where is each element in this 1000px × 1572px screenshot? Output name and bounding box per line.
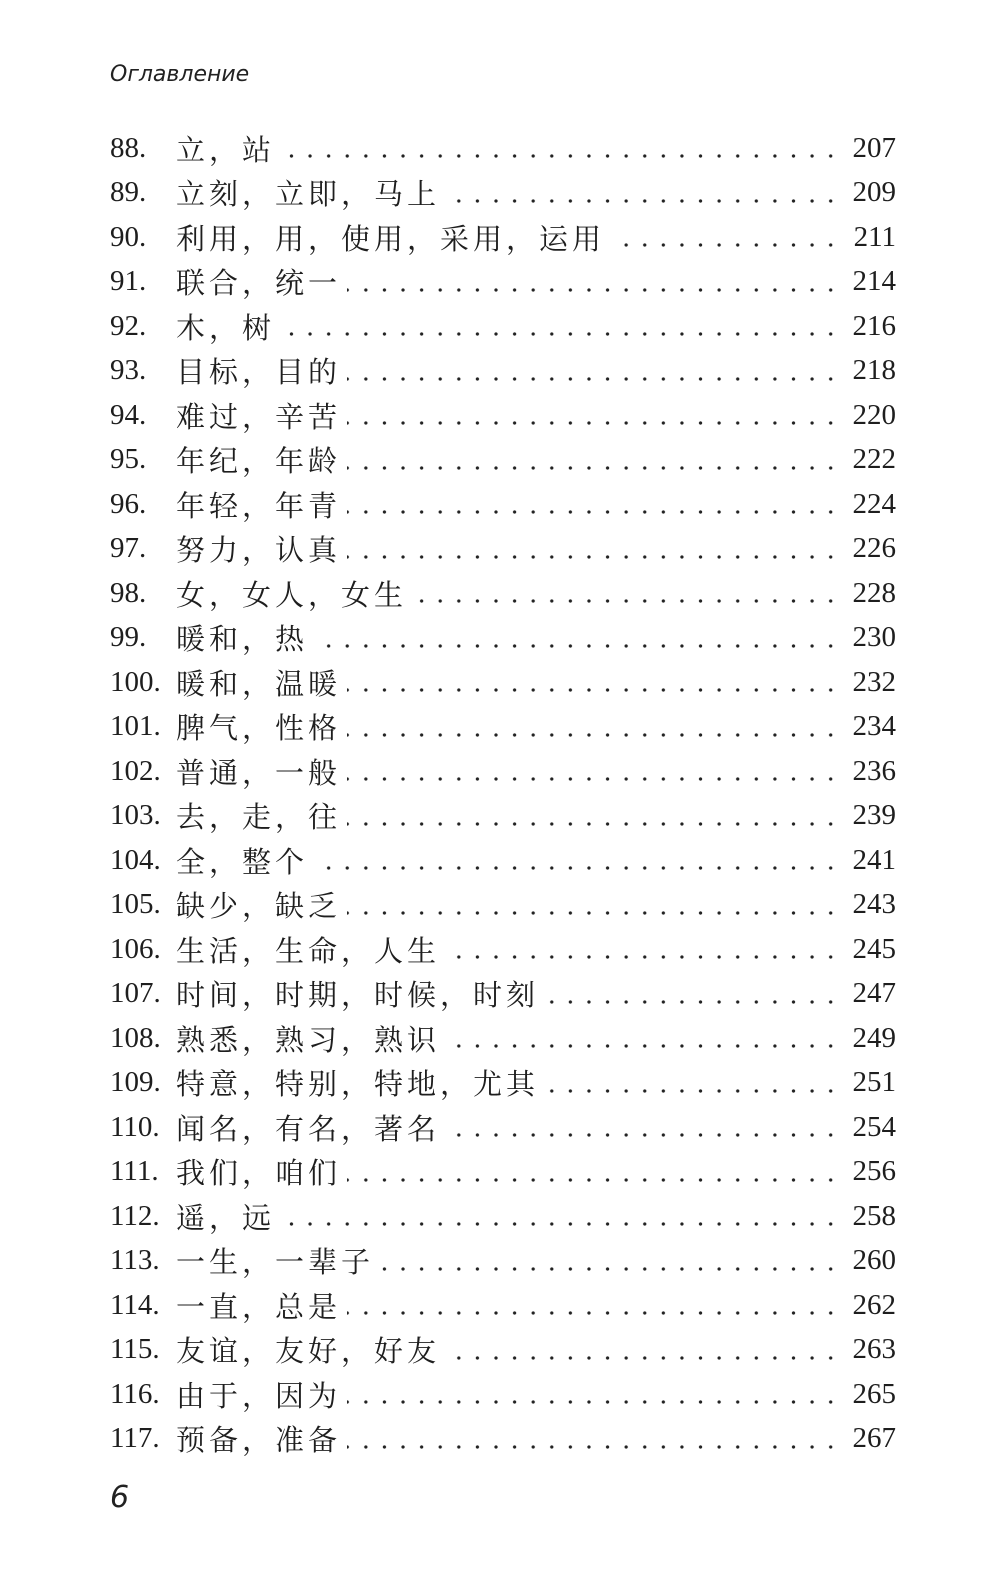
entry-number: 97. — [110, 532, 147, 565]
toc-entry — [110, 1239, 896, 1284]
entry-title: 生活，生命，人生 — [176, 933, 441, 968]
dot-leader — [347, 510, 840, 514]
dot-leader — [347, 822, 840, 826]
entry-number: 95. — [110, 443, 147, 476]
entry-number: 91. — [110, 265, 147, 298]
entry-page-number: 209 — [852, 176, 896, 209]
entry-number: 106. — [110, 932, 161, 965]
entry-number: 101. — [110, 710, 161, 743]
dot-leader — [347, 733, 840, 737]
entry-page-number: 245 — [852, 932, 896, 965]
entry-number: 93. — [110, 354, 147, 387]
toc-entry — [110, 749, 896, 794]
dot-leader — [347, 1178, 840, 1182]
entry-title: 我们，咱们 — [176, 1156, 342, 1191]
dot-leader — [347, 1311, 840, 1315]
entry-number: 92. — [110, 309, 147, 342]
toc-entry — [110, 1372, 896, 1417]
entry-page-number: 260 — [852, 1244, 896, 1277]
toc-entry — [110, 126, 896, 171]
toc-entry — [110, 482, 896, 527]
entry-title: 利用，用，使用，采用，运用 — [176, 221, 606, 256]
toc-entry — [110, 838, 896, 883]
dot-leader — [281, 1222, 840, 1226]
toc-entry — [110, 393, 896, 438]
dot-leader — [446, 1133, 840, 1137]
entry-number: 89. — [110, 176, 147, 209]
entry-page-number: 251 — [852, 1066, 896, 1099]
entry-page-number: 224 — [852, 487, 896, 520]
entry-page-number: 254 — [852, 1110, 896, 1143]
entry-title: 缺少，缺乏 — [176, 889, 342, 924]
entry-page-number: 249 — [852, 1021, 896, 1054]
entry-title: 去，走，往 — [176, 800, 342, 835]
dot-leader — [347, 911, 840, 915]
entry-title: 闻名，有名，著名 — [176, 1111, 441, 1146]
entry-page-number: 236 — [852, 754, 896, 787]
entry-page-number: 222 — [852, 443, 896, 476]
toc-entry — [110, 972, 896, 1017]
entry-number: 104. — [110, 843, 161, 876]
entry-page-number: 247 — [852, 977, 896, 1010]
dot-leader — [281, 154, 840, 158]
entry-number: 105. — [110, 888, 161, 921]
toc-entry — [110, 1328, 896, 1373]
entry-page-number: 256 — [852, 1155, 896, 1188]
toc-entry — [110, 1283, 896, 1328]
toc-entry — [110, 527, 896, 572]
entry-number: 117. — [110, 1422, 160, 1455]
toc-entry — [110, 260, 896, 305]
dot-leader — [347, 688, 840, 692]
entry-page-number: 239 — [852, 799, 896, 832]
entry-number: 94. — [110, 398, 147, 431]
entry-page-number: 218 — [852, 354, 896, 387]
entry-page-number: 258 — [852, 1199, 896, 1232]
dot-leader — [446, 1356, 840, 1360]
toc-entry — [110, 571, 896, 616]
entry-page-number: 243 — [852, 888, 896, 921]
toc-entry — [110, 171, 896, 216]
toc-entry — [110, 660, 896, 705]
entry-title: 女，女人，女生 — [176, 577, 408, 612]
entry-number: 102. — [110, 754, 161, 787]
entry-page-number: 220 — [852, 398, 896, 431]
entry-title: 遥，远 — [176, 1200, 276, 1235]
toc-entry — [110, 1417, 896, 1462]
toc-entry — [110, 616, 896, 661]
dot-leader — [347, 1400, 840, 1404]
entry-page-number: 265 — [852, 1377, 896, 1410]
toc-entry — [110, 794, 896, 839]
dot-leader — [347, 1445, 840, 1449]
toc-entry — [110, 927, 896, 972]
dot-leader — [611, 243, 840, 247]
entry-page-number: 214 — [852, 265, 896, 298]
dot-leader — [281, 332, 840, 336]
toc-entry — [110, 1194, 896, 1239]
entry-page-number: 216 — [852, 309, 896, 342]
entry-number: 107. — [110, 977, 161, 1010]
toc-entry — [110, 1150, 896, 1195]
entry-title: 友谊，友好，好友 — [176, 1334, 441, 1369]
toc-entry — [110, 1105, 896, 1150]
entry-title: 暖和，温暖 — [176, 666, 342, 701]
dot-leader — [446, 1044, 840, 1048]
running-head: Оглавление — [110, 62, 250, 87]
entry-title: 一直，总是 — [176, 1289, 342, 1324]
dot-leader — [314, 644, 840, 648]
dot-leader — [347, 421, 840, 425]
entry-page-number: 230 — [852, 621, 896, 654]
entry-number: 112. — [110, 1199, 160, 1232]
entry-title: 年轻，年青 — [176, 488, 342, 523]
dot-leader — [446, 199, 840, 203]
dot-leader — [347, 466, 840, 470]
entry-title: 暖和，热 — [176, 622, 309, 657]
entry-title: 联合，统一 — [176, 266, 342, 301]
entry-title: 脾气，性格 — [176, 711, 342, 746]
entry-number: 109. — [110, 1066, 161, 1099]
toc-entry — [110, 349, 896, 394]
entry-page-number: 234 — [852, 710, 896, 743]
entry-number: 99. — [110, 621, 147, 654]
toc-entry — [110, 215, 896, 260]
entry-number: 115. — [110, 1333, 160, 1366]
entry-page-number: 226 — [852, 532, 896, 565]
entry-title: 普通，一般 — [176, 755, 342, 790]
entry-number: 88. — [110, 131, 147, 164]
entry-number: 113. — [110, 1244, 160, 1277]
entry-title: 年纪，年龄 — [176, 444, 342, 479]
entry-title: 熟悉，熟习，熟识 — [176, 1022, 441, 1057]
entry-page-number: 207 — [852, 131, 896, 164]
entry-title: 一生，一辈子 — [176, 1245, 375, 1280]
toc-entry — [110, 438, 896, 483]
table-of-contents — [110, 126, 896, 1461]
entry-title: 预备，准备 — [176, 1423, 342, 1458]
dot-leader — [314, 866, 840, 870]
entry-number: 90. — [110, 220, 147, 253]
entry-page-number: 232 — [852, 665, 896, 698]
entry-page-number: 241 — [852, 843, 896, 876]
dot-leader — [347, 777, 840, 781]
entry-title: 木，树 — [176, 310, 276, 345]
dot-leader — [545, 1089, 840, 1093]
page-number: 6 — [110, 1480, 130, 1515]
entry-title: 特意，特别，特地，尤其 — [176, 1067, 540, 1102]
entry-title: 全，整个 — [176, 844, 309, 879]
entry-number: 98. — [110, 576, 147, 609]
entry-title: 立刻，立即，马上 — [176, 177, 441, 212]
entry-title: 努力，认真 — [176, 533, 342, 568]
entry-title: 目标，目的 — [176, 355, 342, 390]
entry-number: 116. — [110, 1377, 160, 1410]
entry-page-number: 228 — [852, 576, 896, 609]
entry-number: 108. — [110, 1021, 161, 1054]
toc-entry — [110, 1016, 896, 1061]
toc-entry — [110, 1061, 896, 1106]
toc-entry — [110, 304, 896, 349]
dot-leader — [446, 955, 840, 959]
dot-leader — [347, 377, 840, 381]
entry-title: 时间，时期，时候，时刻 — [176, 978, 540, 1013]
entry-number: 96. — [110, 487, 147, 520]
entry-number: 110. — [110, 1110, 160, 1143]
dot-leader — [347, 555, 840, 559]
toc-entry — [110, 705, 896, 750]
entry-title: 难过，辛苦 — [176, 399, 342, 434]
entry-title: 立，站 — [176, 132, 276, 167]
dot-leader — [380, 1267, 840, 1271]
entry-number: 103. — [110, 799, 161, 832]
entry-number: 114. — [110, 1288, 160, 1321]
entry-page-number: 263 — [852, 1333, 896, 1366]
dot-leader — [545, 1000, 840, 1004]
entry-title: 由于，因为 — [176, 1378, 342, 1413]
dot-leader — [413, 599, 840, 603]
toc-entry — [110, 883, 896, 928]
entry-number: 100. — [110, 665, 161, 698]
entry-number: 111. — [110, 1155, 159, 1188]
entry-page-number: 211 — [853, 220, 896, 253]
entry-page-number: 262 — [852, 1288, 896, 1321]
entry-page-number: 267 — [852, 1422, 896, 1455]
dot-leader — [347, 288, 840, 292]
